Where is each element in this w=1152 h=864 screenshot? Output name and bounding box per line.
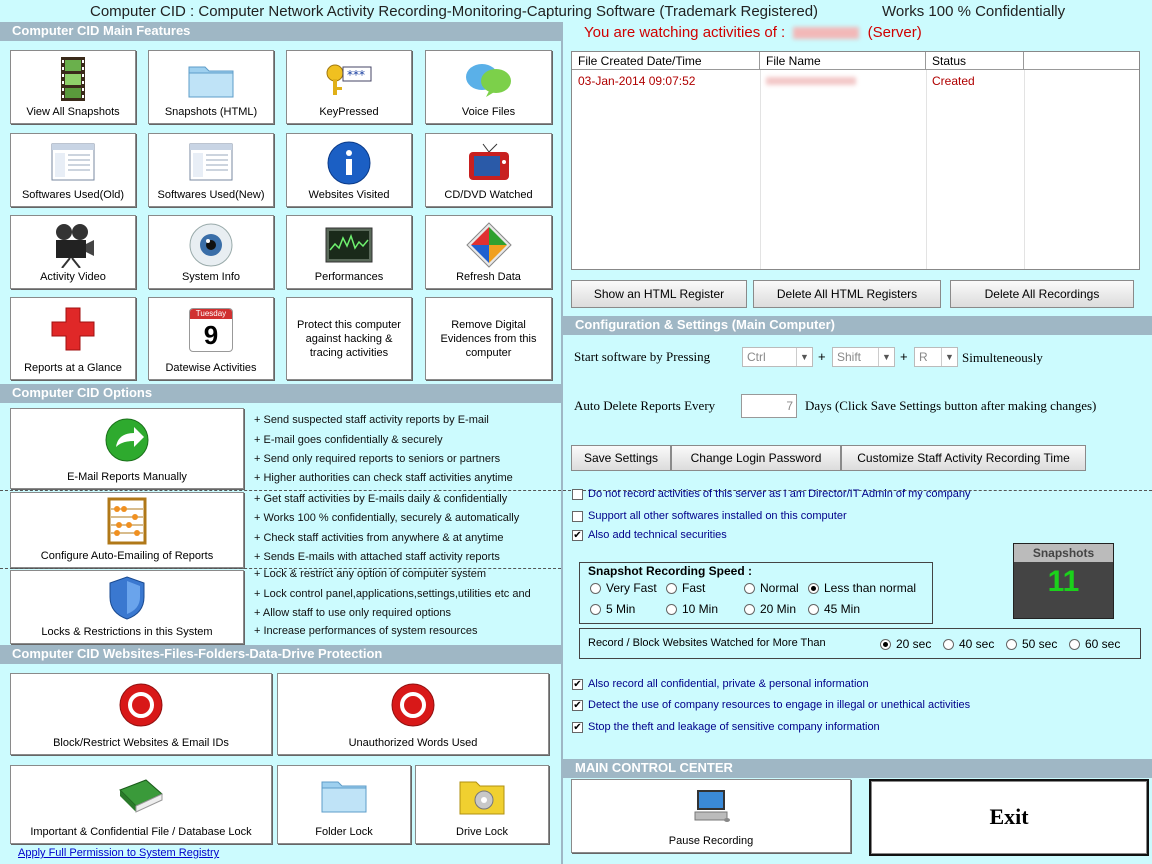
option-3-line-1: + Lock & restrict any option of computer system <box>254 568 487 580</box>
key-icon <box>325 61 373 97</box>
softwares-used-old-label: Softwares Used(Old) <box>21 189 125 201</box>
radio-20-sec[interactable] <box>880 639 891 650</box>
datewise-activities-button[interactable] <box>148 297 274 380</box>
support-softwares-label: Support all other softwares installed on this computer <box>588 510 847 522</box>
datewise-activities-label: Datewise Activities <box>165 362 257 374</box>
customize-recording-time-button[interactable]: Customize Staff Activity Recording Time <box>841 445 1086 471</box>
cd-dvd-watched-button[interactable] <box>425 133 552 207</box>
unauthorized-words-label: Unauthorized Words Used <box>348 737 478 749</box>
stop-theft-label: Stop the theft and leakage of sensitive company information <box>588 721 880 733</box>
registry-permission-link[interactable]: Apply Full Permission to System Registry <box>18 847 220 859</box>
option-2-line-4: + Sends E-mails with attached staff activity reports <box>254 551 500 563</box>
show-html-register-button[interactable]: Show an HTML Register <box>571 280 747 308</box>
start-software-label: Start software by Pressing <box>574 349 711 364</box>
option-1-line-2: + E-mail goes confidentially & securely <box>254 434 443 446</box>
radio-50-sec[interactable] <box>1006 639 1017 650</box>
websites-visited-label: Websites Visited <box>308 189 390 201</box>
radio-40-sec[interactable] <box>943 639 954 650</box>
table-row[interactable] <box>572 71 1139 89</box>
plus-sign: + <box>818 349 826 364</box>
cd-dvd-watched-label: CD/DVD Watched <box>444 189 533 201</box>
websites-visited-button[interactable] <box>286 133 412 207</box>
app-title: Computer CID : Computer Network Activity Recording-Monitoring-Capturing Software (Trademark Registered) <box>90 3 819 20</box>
drive-lock-button[interactable] <box>415 765 549 844</box>
chat-bubbles-icon <box>464 59 514 99</box>
red-cross-icon <box>50 306 96 352</box>
radio-less-than-normal[interactable] <box>808 583 819 594</box>
plus-sign: + <box>900 349 908 364</box>
main-features-header: Computer CID Main Features <box>0 22 561 41</box>
chart-monitor-icon <box>324 226 374 264</box>
eye-icon <box>188 222 234 268</box>
days-note-label: Days (Click Save Settings button after making changes) <box>805 398 1097 413</box>
option-1-line-3: + Send only required reports to seniors or partners <box>254 453 501 465</box>
watching-prefix: You are watching activities of : <box>584 24 786 41</box>
locks-restrictions-button[interactable] <box>10 570 244 644</box>
option-2-line-3: + Check staff activities from anywhere & at anytime <box>254 532 504 544</box>
window-icon <box>188 142 234 182</box>
folder-lock-button[interactable] <box>277 765 411 844</box>
reports-at-a-glance-label: Reports at a Glance <box>24 362 122 374</box>
option-1-line-4: + Higher authorities can check staff activities anytime <box>254 472 513 484</box>
block-websites-group <box>579 628 1141 659</box>
sixty-sec-label: 60 sec <box>1085 637 1121 651</box>
auto-delete-days-input[interactable]: 7 <box>741 394 797 418</box>
system-info-button[interactable] <box>148 215 274 289</box>
file-database-lock-label: Important & Confidential File / Database Lock <box>30 826 252 838</box>
normal-label: Normal <box>760 581 799 595</box>
softwares-used-old-button[interactable] <box>10 133 136 207</box>
refresh-data-button[interactable] <box>425 215 552 289</box>
email-reports-manually-button[interactable] <box>10 408 244 489</box>
green-arrow-icon <box>104 417 150 463</box>
configure-auto-emailing-label: Configure Auto-Emailing of Reports <box>40 550 214 562</box>
twenty-min-label: 20 Min <box>760 602 797 616</box>
block-websites-button[interactable] <box>10 673 272 755</box>
technical-securities-label: Also add technical securities <box>588 529 727 541</box>
cell-created: 03-Jan-2014 09:07:52 <box>578 74 696 88</box>
less-than-normal-label: Less than normal <box>824 581 917 595</box>
diamond-icon <box>466 222 512 268</box>
pause-recording-button[interactable] <box>571 779 851 853</box>
window-icon <box>50 142 96 182</box>
remove-digital-evidences-label: Remove Digital Evidences from this computer <box>440 318 537 359</box>
voice-files-label: Voice Files <box>461 106 516 118</box>
folder-icon <box>187 61 235 99</box>
fifty-sec-label: 50 sec <box>1022 637 1058 651</box>
snapshots-counter <box>1013 543 1114 619</box>
simultaneously-label: Simulteneously <box>962 350 1043 365</box>
calendar-day: Tuesday <box>190 309 232 319</box>
auto-delete-label: Auto Delete Reports Every <box>574 398 716 413</box>
shield-icon <box>107 575 147 621</box>
twenty-sec-label: 20 sec <box>896 637 932 651</box>
file-database-lock-button[interactable] <box>10 765 272 844</box>
activity-video-label: Activity Video <box>40 271 106 283</box>
folder-icon <box>320 776 368 816</box>
abacus-icon <box>107 497 147 545</box>
detect-misuse-label: Detect the use of company resources to engage in illegal or unethical activities <box>588 699 971 711</box>
key-value: R <box>919 350 928 364</box>
locks-restrictions-label: Locks & Restrictions in this System <box>41 626 213 638</box>
green-book-icon <box>116 776 166 816</box>
protection-header: Computer CID Websites-Files-Folders-Data-Drive Protection <box>0 645 561 664</box>
radio-very-fast[interactable] <box>590 583 601 594</box>
options-header: Computer CID Options <box>0 384 561 403</box>
calendar-icon <box>189 308 233 352</box>
protect-computer-label: Protect this computer against hacking & tracing activities <box>297 318 401 359</box>
cell-status: Created <box>932 74 975 88</box>
block-websites-label: Record / Block Websites Watched for More Than <box>588 637 826 649</box>
app-title-tagline: Works 100 % Confidentially <box>882 3 1066 20</box>
checkbox-technical-securities[interactable]: ✔ <box>573 530 582 541</box>
radio-fast[interactable] <box>666 583 677 594</box>
ten-min-label: 10 Min <box>682 602 719 616</box>
watching-suffix: (Server) <box>867 24 922 41</box>
col-header-blank <box>1024 52 1139 70</box>
view-all-snapshots-button[interactable] <box>10 50 136 124</box>
snapshot-speed-title: Snapshot Recording Speed : <box>588 564 753 578</box>
snapshots-counter-label: Snapshots <box>1014 544 1113 562</box>
five-min-label: 5 Min <box>606 602 636 616</box>
key-select[interactable] <box>914 347 958 367</box>
info-icon <box>326 140 372 186</box>
exit-button[interactable]: Exit <box>869 779 1149 856</box>
config-header: Configuration & Settings (Main Computer) <box>563 316 1152 335</box>
checkbox-stop-theft[interactable]: ✔ <box>573 722 582 733</box>
snapshot-speed-group <box>579 562 933 624</box>
softwares-used-new-button[interactable] <box>148 133 274 207</box>
forty-sec-label: 40 sec <box>959 637 995 651</box>
redacted-computer-name <box>793 27 859 39</box>
record-confidential-label: Also record all confidential, private & personal information <box>588 678 869 690</box>
snapshots-count: 11 <box>1047 565 1080 598</box>
checkbox-support-softwares[interactable] <box>572 511 583 522</box>
redacted-file-name <box>766 77 856 85</box>
checkbox-detect-misuse[interactable]: ✔ <box>573 700 582 711</box>
reports-at-a-glance-button[interactable] <box>10 297 136 380</box>
very-fast-label: Very Fast <box>606 581 657 595</box>
activity-video-button[interactable] <box>10 215 136 289</box>
modifier2-value: Shift <box>837 350 862 364</box>
email-reports-manually-label: E-Mail Reports Manually <box>67 471 187 483</box>
snapshots-html-button[interactable] <box>148 50 274 124</box>
option-1-line-1: + Send suspected staff activity reports by E-mail <box>254 414 489 426</box>
checkbox-record-confidential[interactable]: ✔ <box>573 679 582 690</box>
chevron-down-icon: ▼ <box>796 348 812 366</box>
system-info-label: System Info <box>181 271 241 283</box>
delete-all-html-registers-button[interactable]: Delete All HTML Registers <box>753 280 941 308</box>
control-center-header: MAIN CONTROL CENTER <box>563 759 1152 778</box>
forty-five-min-label: 45 Min <box>824 602 861 616</box>
performances-button[interactable] <box>286 215 412 289</box>
option-3-line-4: + Increase performances of system resources <box>254 625 478 637</box>
performances-label: Performances <box>314 271 384 283</box>
modifier2-select[interactable] <box>832 347 895 367</box>
red-record-icon <box>390 682 436 728</box>
radio-10-min[interactable] <box>666 604 677 615</box>
column-gridline <box>926 70 927 269</box>
do-not-record-label: Do not record activities of this server as I am Director/IT Admin of my company <box>588 488 971 500</box>
radio-5-min[interactable] <box>590 604 601 615</box>
radio-45-min[interactable] <box>808 604 819 615</box>
yellow-folder-gear-icon <box>458 774 506 816</box>
option-3-line-2: + Lock control panel,applications,settings,utilities etc and <box>254 588 531 600</box>
radio-60-sec[interactable] <box>1069 639 1080 650</box>
col-header-filename[interactable]: File Name <box>760 52 926 70</box>
delete-all-recordings-button[interactable]: Delete All Recordings <box>950 280 1134 308</box>
block-websites-label: Block/Restrict Websites & Email IDs <box>53 737 229 749</box>
keypressed-label: KeyPressed <box>319 106 379 118</box>
keypressed-button[interactable] <box>286 50 412 124</box>
configure-auto-emailing-button[interactable] <box>10 492 244 568</box>
voice-files-button[interactable] <box>425 50 552 124</box>
drive-lock-label: Drive Lock <box>456 826 508 838</box>
activity-table[interactable] <box>571 51 1140 270</box>
option-2-line-1: + Get staff activities by E-mails daily & confidentially <box>254 493 508 505</box>
modifier1-value: Ctrl <box>747 350 766 364</box>
refresh-data-label: Refresh Data <box>456 271 521 283</box>
protect-computer-button[interactable] <box>286 297 412 380</box>
tv-icon <box>467 142 511 184</box>
title-bar <box>0 0 1152 22</box>
column-gridline <box>1024 70 1025 269</box>
view-all-snapshots-label: View All Snapshots <box>26 106 120 118</box>
calendar-number: 9 <box>203 320 219 350</box>
film-icon <box>59 57 87 101</box>
computer-icon <box>691 788 731 824</box>
col-header-status[interactable]: Status <box>926 52 1024 70</box>
remove-digital-evidences-button[interactable] <box>425 297 552 380</box>
red-record-icon <box>118 682 164 728</box>
column-gridline <box>760 70 761 269</box>
snapshots-html-label: Snapshots (HTML) <box>164 106 258 118</box>
chevron-down-icon: ▼ <box>878 348 894 366</box>
option-2-line-2: + Works 100 % confidentially, securely & automatically <box>254 512 520 524</box>
modifier1-select[interactable] <box>742 347 813 367</box>
fast-label: Fast <box>682 581 706 595</box>
pause-recording-label: Pause Recording <box>668 835 754 847</box>
folder-lock-label: Folder Lock <box>315 826 373 838</box>
checkbox-do-not-record[interactable] <box>572 489 583 500</box>
radio-20-min[interactable] <box>744 604 755 615</box>
unauthorized-words-button[interactable] <box>277 673 549 755</box>
col-header-created[interactable]: File Created Date/Time <box>572 52 760 70</box>
softwares-used-new-label: Softwares Used(New) <box>157 189 265 201</box>
dashed-separator <box>0 490 561 491</box>
camera-icon <box>50 222 96 268</box>
change-login-password-button[interactable]: Change Login Password <box>671 445 841 471</box>
vertical-divider <box>561 22 563 864</box>
chevron-down-icon: ▼ <box>941 348 957 366</box>
save-settings-button[interactable]: Save Settings <box>571 445 671 471</box>
svg-text:***: *** <box>347 68 365 82</box>
watching-banner <box>584 24 922 41</box>
radio-normal[interactable] <box>744 583 755 594</box>
option-3-line-3: + Allow staff to use only required options <box>254 607 452 619</box>
